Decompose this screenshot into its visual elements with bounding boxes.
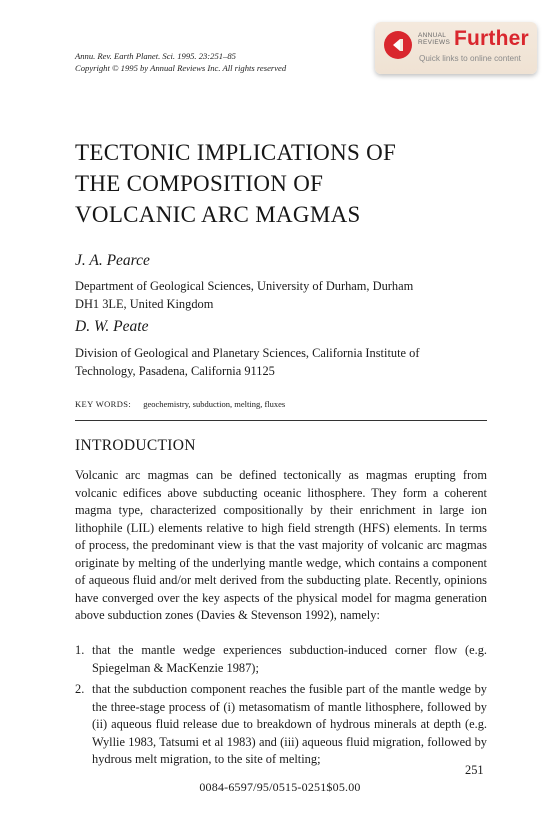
author-affiliation	[75, 345, 419, 380]
author-affiliation	[75, 278, 413, 313]
list-item	[75, 681, 487, 769]
affiliation-line: DH1 3LE, United Kingdom	[75, 296, 214, 311]
article-title-line-1: TECTONIC IMPLICATIONS OF	[75, 140, 397, 165]
section-heading: INTRODUCTION	[75, 437, 196, 454]
further-links-badge[interactable]	[375, 22, 537, 74]
footer-code: 0084-6597/95/0515-0251$05.00	[199, 780, 361, 794]
journal-copyright-line: Copyright © 1995 by Annual Reviews Inc. All rights reserved	[75, 63, 287, 73]
keywords-label: KEY WORDS:	[75, 399, 132, 409]
badge-annual-label: ANNUAL	[418, 32, 447, 39]
article-title-line-3: VOLCANIC ARC MAGMAS	[75, 202, 361, 227]
arrow-left-icon	[384, 31, 412, 59]
divider	[75, 420, 487, 421]
list-item-text: that the subduction component reaches the fusible part of the mantle wedge by the three-stage process of (i) metasomatism of mantle lithosphere, followed by (ii) aqueous fluid release due to breakdown of hydrous minerals at depth (e.g. Wyllie 1983, Tatsumi et al 1983) and (iii) aqueous fluid migration, followed by hydrous melt migration, to the site of melting;	[92, 682, 487, 766]
list-item-number: 2.	[75, 682, 85, 696]
badge-reviews-label: REVIEWS	[418, 39, 451, 46]
list-item-number: 1.	[75, 643, 85, 657]
list-item	[75, 642, 487, 677]
badge-annual-reviews	[418, 32, 450, 46]
badge-quick-links-label: Quick links to online content	[419, 54, 521, 63]
article-title-line-2: THE COMPOSITION OF	[75, 171, 324, 196]
author-name: J. A. Pearce	[75, 252, 150, 269]
affiliation-line: Division of Geological and Planetary Sciences, California Institute of	[75, 346, 420, 360]
keywords	[75, 399, 285, 409]
journal-citation	[75, 50, 286, 74]
badge-further-label: Further	[454, 27, 529, 50]
author-name: D. W. Peate	[75, 318, 149, 335]
affiliation-line: Department of Geological Sciences, University of Durham, Durham	[75, 279, 414, 293]
keywords-list: geochemistry, subduction, melting, fluxes	[143, 399, 286, 409]
intro-paragraph: Volcanic arc magmas can be defined tectonically as magmas erupting from volcanic edifices above subducting oceanic lithosphere. They form a coherent magma type, characterized compositionally by their enrichment in large ion lithophile (LIL) elements relative to high field strength (HFS) elements. In terms of process, the predominant view is that the vast majority of volcanic arc magmas originate by melting of the underlying mantle wedge, which contains a component of aqueous fluid and/or melt derived from the subducting plate. Recently, opinions have converged over the key aspects of the physical model for magma generation above subduction zones (Davies & Stevenson 1992), namely:	[75, 468, 487, 622]
journal-citation-line-1: Annu. Rev. Earth Planet. Sci. 1995. 23:251–85	[75, 51, 236, 61]
page-number: 251	[465, 763, 484, 777]
affiliation-line: Technology, Pasadena, California 91125	[75, 363, 275, 378]
article-title	[75, 137, 396, 230]
list-item-text: that the mantle wedge experiences subduction-induced corner flow (e.g. Spiegelman & MacKenzie 1987);	[92, 643, 487, 675]
